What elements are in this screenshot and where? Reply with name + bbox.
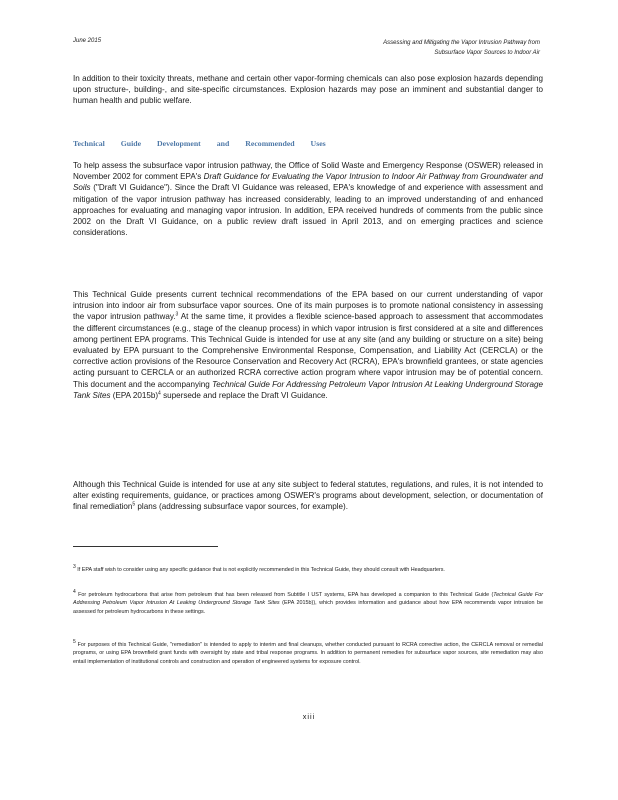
text-run: (EPA 2015b) <box>110 390 159 400</box>
text-run: supersede and replace the Draft VI Guidance. <box>160 390 328 400</box>
page-number: xiii <box>302 712 316 721</box>
paragraph-explosion-hazards <box>73 73 543 107</box>
footnote-number: 5 <box>73 639 76 646</box>
footnote-ref[interactable]: 3 <box>175 311 179 318</box>
paragraph-draft-guidance <box>73 160 543 238</box>
draft-guidance-title: Draft Guidance for Evaluating the Vapor Intrusion to Indoor Air Pathway from Groundwater and Soils <box>73 172 543 193</box>
footnote-ref[interactable]: 5 <box>132 501 136 508</box>
footnote-number: 3 <box>73 564 76 571</box>
section-heading: Technical Guide Development and Recommended Uses <box>73 139 326 148</box>
footnote-text: (EPA 2015b)), which provides information and guidance about how EPA recommends vapor intrusion be assessed for petroleum hydrocarbons in these settings. <box>73 600 543 615</box>
paragraph-text <box>73 160 543 238</box>
paragraph-technical-guide <box>73 289 543 401</box>
header-title-line2: Subsurface Vapor Sources to Indoor Air <box>434 50 540 56</box>
footnote-cited-title: Technical Guide For Addressing Petroleum Vapor Intrusion At Leaking Underground Storage Tank Sites <box>73 592 543 607</box>
paragraph-text <box>73 289 543 401</box>
footnote-5 <box>73 641 543 666</box>
text-run: ("Draft VI Guidance"). Since the Draft VI Guidance was released, EPA's knowledge of and experience with assessment and mitigation of the vapor intrusion pathway has increased considerably, leading to an improved understanding of and enhanced approaches for evaluating and managing vapor intrusion. In addition, EPA received hundreds of comments from the public since 2002 on the Draft VI Guidance, on a public review draft issued in April 2013, and on emerging practices and science considerations. <box>73 183 543 238</box>
header-title <box>280 38 540 58</box>
paragraph-intended-use <box>73 479 543 513</box>
footnote-divider <box>73 546 218 547</box>
header-title-line1: Assessing and Mitigating the Vapor Intrusion Pathway from <box>383 40 540 46</box>
footnote-text: For purposes of this Technical Guide, "remediation" is intended to apply to interim and final cleanups, whether conducted pursuant to RCRA corrective action, the CERCLA removal or remedial programs, or using EPA brownfield grant funds with oversight by state and tribal response programs. In addition to permanent remedies for subsurface vapor sources, site remediation may also entail implementation of institutional controls and construction and operation of engineered systems for exposure control. <box>73 642 543 665</box>
petroleum-guide-title: Technical Guide For Addressing Petroleum Vapor Intrusion At Leaking Underground Storage Tank Sites <box>73 379 543 400</box>
footnote-text: For petroleum hydrocarbons that arise from petroleum that has been released from Subtitle I UST systems, EPA has developed a companion to this Technical Guide ( <box>75 592 494 598</box>
text-run: plans (addressing subsurface vapor sources, for example). <box>135 502 348 512</box>
footnote-number: 4 <box>73 589 76 596</box>
footnote-ref[interactable]: 4 <box>158 390 161 397</box>
text-run: This Technical Guide presents current technical recommendations of the EPA based on our current understanding of vapor intrusion into indoor air from subsurface vapor sources. One of its main purposes is to promote national consistency in assessing the vapor intrusion pathway. <box>73 290 543 322</box>
paragraph-text <box>73 479 543 513</box>
footnote-text: If EPA staff wish to consider using any specific guidance that is not explicitly recommended in this Technical Guide, they should consult with Headquarters. <box>75 567 445 573</box>
header-date: June 2015 <box>73 38 102 44</box>
paragraph-text: In addition to their toxicity threats, methane and certain other vapor-forming chemicals can also pose explosion hazards depending upon structure-, building-, and site-specific circumstances. Explosion hazards may pose an imminent and substantial danger to human health and public welfare. <box>73 74 543 106</box>
footnote-4 <box>73 591 543 616</box>
text-run: At the same time, it provides a flexible science-based approach to assessment that accommodates the different circumstances (e.g., stage of the cleanup process) in which vapor intrusion is first considered at a site and differences among pertinent EPA programs. This Technical Guide is intended for use at any site (and any building or structure on a site) being evaluated by EPA pursuant to the Comprehensive Environmental Response, Compensation, and Liability Act (CERCLA) or the corrective action provisions of the Resource Conservation and Recovery Act (RCRA), EPA's brownfield grantees, or state agencies acting pursuant to CERCLA or an authorized RCRA corrective action program where vapor intrusion may be of potential concern. This document and the accompanying <box>73 312 543 389</box>
footnote-3 <box>73 566 543 574</box>
text-run: Although this Technical Guide is intended for use at any site subject to federal statutes, regulations, and rules, it is not intended to alter existing requirements, guidance, or practices among OSWER's programs about development, selection, or documentation of final remediation <box>73 480 543 512</box>
text-run: To help assess the subsurface vapor intrusion pathway, the Office of Solid Waste and Emergency Response (OSWER) released in November 2002 for comment EPA's <box>73 161 543 182</box>
